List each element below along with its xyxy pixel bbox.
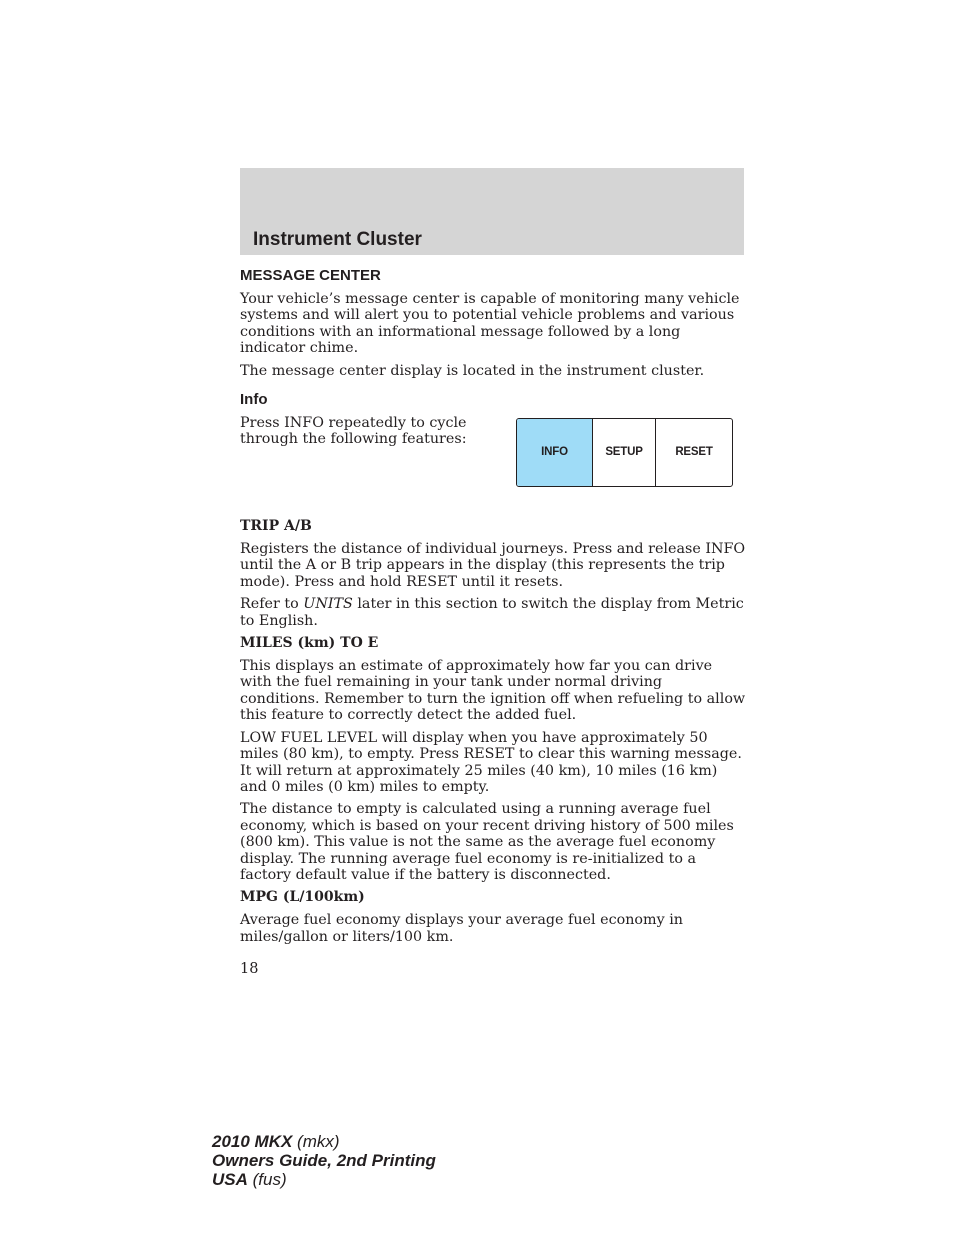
trip-p2-before: Refer to (240, 596, 304, 613)
footer-model: 2010 MKX (212, 1132, 293, 1151)
document-footer (212, 1132, 436, 1189)
trip-p2-after: later in this section to switch the display from Metric to English. (240, 596, 744, 629)
info-row (240, 415, 746, 518)
miles-paragraph-2: LOW FUEL LEVEL will display when you have approximately 50 miles (80 km), to empty. Press RESET to clear this warning message. It will return at approximately 25 miles (40 km), 10 miles (16 km) and 0 miles (0 km) miles to empty. (240, 729, 742, 795)
section-title: MESSAGE CENTER (240, 267, 381, 284)
trip-title: TRIP A/B (240, 518, 312, 535)
footer-line-2 (212, 1151, 436, 1170)
intro-paragraph-1: Your vehicle’s message center is capable of monitoring many vehicle systems and will alert you to potential vehicle problems and various conditions with an informational message followed by a long indicator chime. (240, 291, 740, 357)
mpg-title: MPG (L/100km) (240, 889, 365, 906)
info-subsection-title: Info (240, 391, 268, 409)
mpg-paragraph: Average fuel economy displays your average fuel economy in miles/gallon or liters/100 km. (240, 912, 683, 945)
setup-button-graphic: SETUP (593, 419, 656, 486)
footer-model-code: (mkx) (292, 1132, 340, 1151)
units-reference: UNITS (303, 596, 353, 613)
chapter-title: Instrument Cluster (253, 229, 422, 250)
miles-paragraph-3: The distance to empty is calculated using a running average fuel economy, which is based on your recent driving history of 500 miles (800 km). This value is not the same as the average fuel economy display. The running average fuel economy is re-initialized to a factory default value if the battery is disconnected. (240, 801, 734, 883)
reset-button-graphic: RESET (675, 446, 713, 459)
intro-paragraph-2: The message center display is located in the instrument cluster. (240, 362, 705, 379)
page-content (240, 267, 746, 951)
info-button-graphic: INFO (517, 419, 593, 486)
trip-paragraph-1: Registers the distance of individual journeys. Press and release INFO until the A or B trip appears in the display (this represents the trip mode). Press and hold RESET until it resets. (240, 541, 746, 590)
footer-guide: Owners Guide, 2nd Printing (212, 1151, 436, 1170)
footer-line-1 (212, 1132, 436, 1151)
chapter-header-band (240, 168, 744, 255)
footer-market: USA (212, 1170, 248, 1189)
footer-line-3 (212, 1170, 436, 1189)
miles-paragraph-1: This displays an estimate of approximately how far you can drive with the fuel remaining in your tank under normal driving conditions. Remember to turn the ignition off when refueling to allow this feature to correctly detect the added fuel. (240, 658, 746, 724)
info-text: Press INFO repeatedly to cycle through the following features: (240, 415, 467, 448)
trip-paragraph-2 (240, 596, 746, 629)
miles-to-empty-title: MILES (km) TO E (240, 635, 379, 652)
message-center-buttons-illustration (516, 418, 733, 487)
page-number: 18 (240, 961, 259, 977)
footer-market-code: (fus) (247, 1170, 287, 1189)
